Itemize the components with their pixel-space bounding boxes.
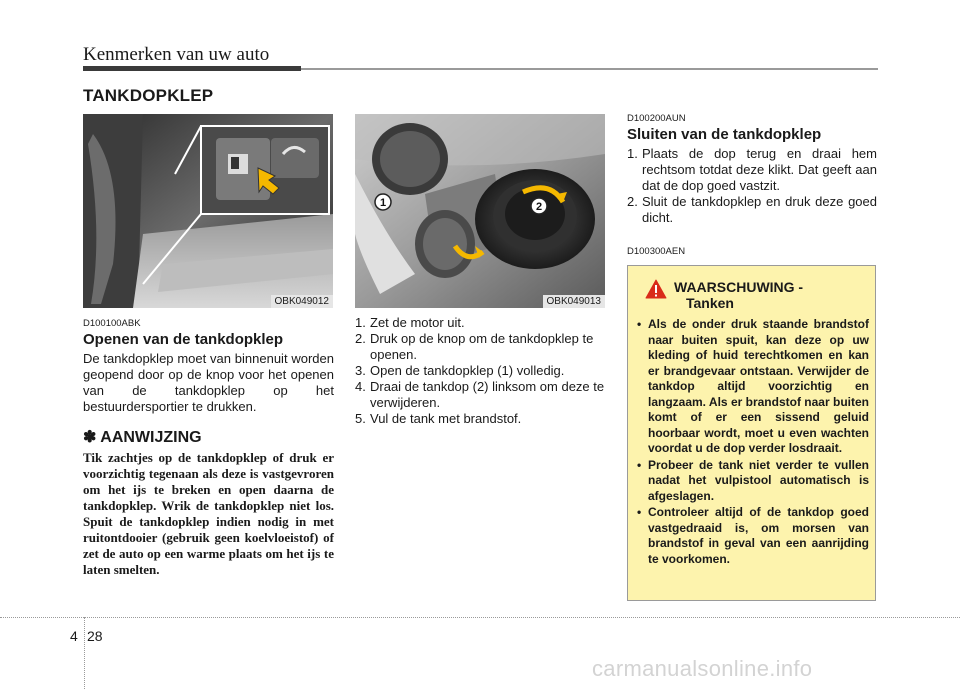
list-item: • Als de onder druk staande brandstof naar buiten spuit, kan deze op uw kleding of huid terechtkomen en kan er brandgevaar ontstaan. Verwijder de tankdop altijd voorzichtig en langzaam. Als er brandstof naar buiten komt of er een sissend geluid hoorbaar wordt, moet u even wachten voordat u de dop verder losdraait. <box>637 317 869 455</box>
note-heading: ✽ AANWIJZING <box>83 429 202 446</box>
photo-caption: OBK049013 <box>543 295 606 308</box>
list-item: 2. Druk op de knop om de tankdopklep te openen. <box>355 331 594 362</box>
warning-list <box>637 317 869 568</box>
callout-2: 2 <box>535 201 543 213</box>
photo-fuel-filler <box>355 114 605 308</box>
open-section <box>83 318 334 415</box>
footer-divider <box>84 617 85 689</box>
page-number: 28 <box>87 628 103 644</box>
list-item: • Probeer de tank niet verder te vullen nadat het vulpistool automatisch is afgeslagen. <box>637 457 869 503</box>
note-section <box>83 427 334 578</box>
open-steps <box>355 315 606 427</box>
section-code: D100200AUN <box>627 113 686 124</box>
close-heading: Sluiten van de tankdopklep <box>627 126 822 143</box>
callout-1: 1 <box>379 197 387 209</box>
warning-code: D100300AEN <box>627 246 686 257</box>
open-body: De tankdopklep moet van binnenuit worden geopend door op de knop voor het openen van de tankdopklep op het bestuurdersportier te drukken. <box>83 351 334 414</box>
page-header-title: Kenmerken van uw auto <box>83 44 270 65</box>
list-item: 1. Zet de motor uit. <box>355 315 465 330</box>
header-rule <box>301 68 878 70</box>
footer-rule <box>0 617 960 618</box>
list-item: 2. Sluit de tankdopklep en druk deze goed dicht. <box>627 194 877 225</box>
section-title: TANKDOPKLEP <box>83 86 214 105</box>
warning-title: WAARSCHUWING - Tanken <box>674 279 804 311</box>
fuel-filler-illustration <box>355 114 605 308</box>
section-code: D100100ABK <box>83 318 141 329</box>
photo-caption: OBK049012 <box>271 295 334 308</box>
warning-triangle-icon <box>645 279 667 299</box>
open-heading: Openen van de tankdopklep <box>83 331 284 348</box>
door-panel-illustration <box>83 114 333 308</box>
watermark: carmanualsonline.info <box>592 656 813 681</box>
chapter-number: 4 <box>70 628 78 644</box>
list-item: 1. Plaats de dop terug en draai hem rechtsom totdat deze klikt. Dat geeft aan dat de dop goed vastzit. <box>627 146 877 193</box>
list-item: • Controleer altijd of de tankdop goed vastgedraaid is, om morsen van brandstof in geval van een aanrijding te voorkomen. <box>637 505 869 566</box>
list-item: 3. Open de tankdopklep (1) volledig. <box>355 363 565 378</box>
photo-door-button <box>83 114 333 308</box>
warning-box <box>627 265 876 601</box>
list-item: 5. Vul de tank met brandstof. <box>355 411 522 426</box>
list-item: 4. Draai de tankdop (2) linksom om deze te verwijderen. <box>355 379 605 410</box>
close-section <box>627 113 877 226</box>
header-bar <box>83 66 301 71</box>
note-body: Tik zachtjes op de tankdopklep of druk er voorzichtig tegenaan als deze is vastgevroren om het ijs te breken en open daarna de tankdopklep. Wrik de tankdopklep niet los. Spuit de tankdopklep indien nodig in met ruitontdooier (gebruik geen koelvloeistof) of zet de auto op een warme plaats om het ijs te laten smelten. <box>83 450 334 577</box>
